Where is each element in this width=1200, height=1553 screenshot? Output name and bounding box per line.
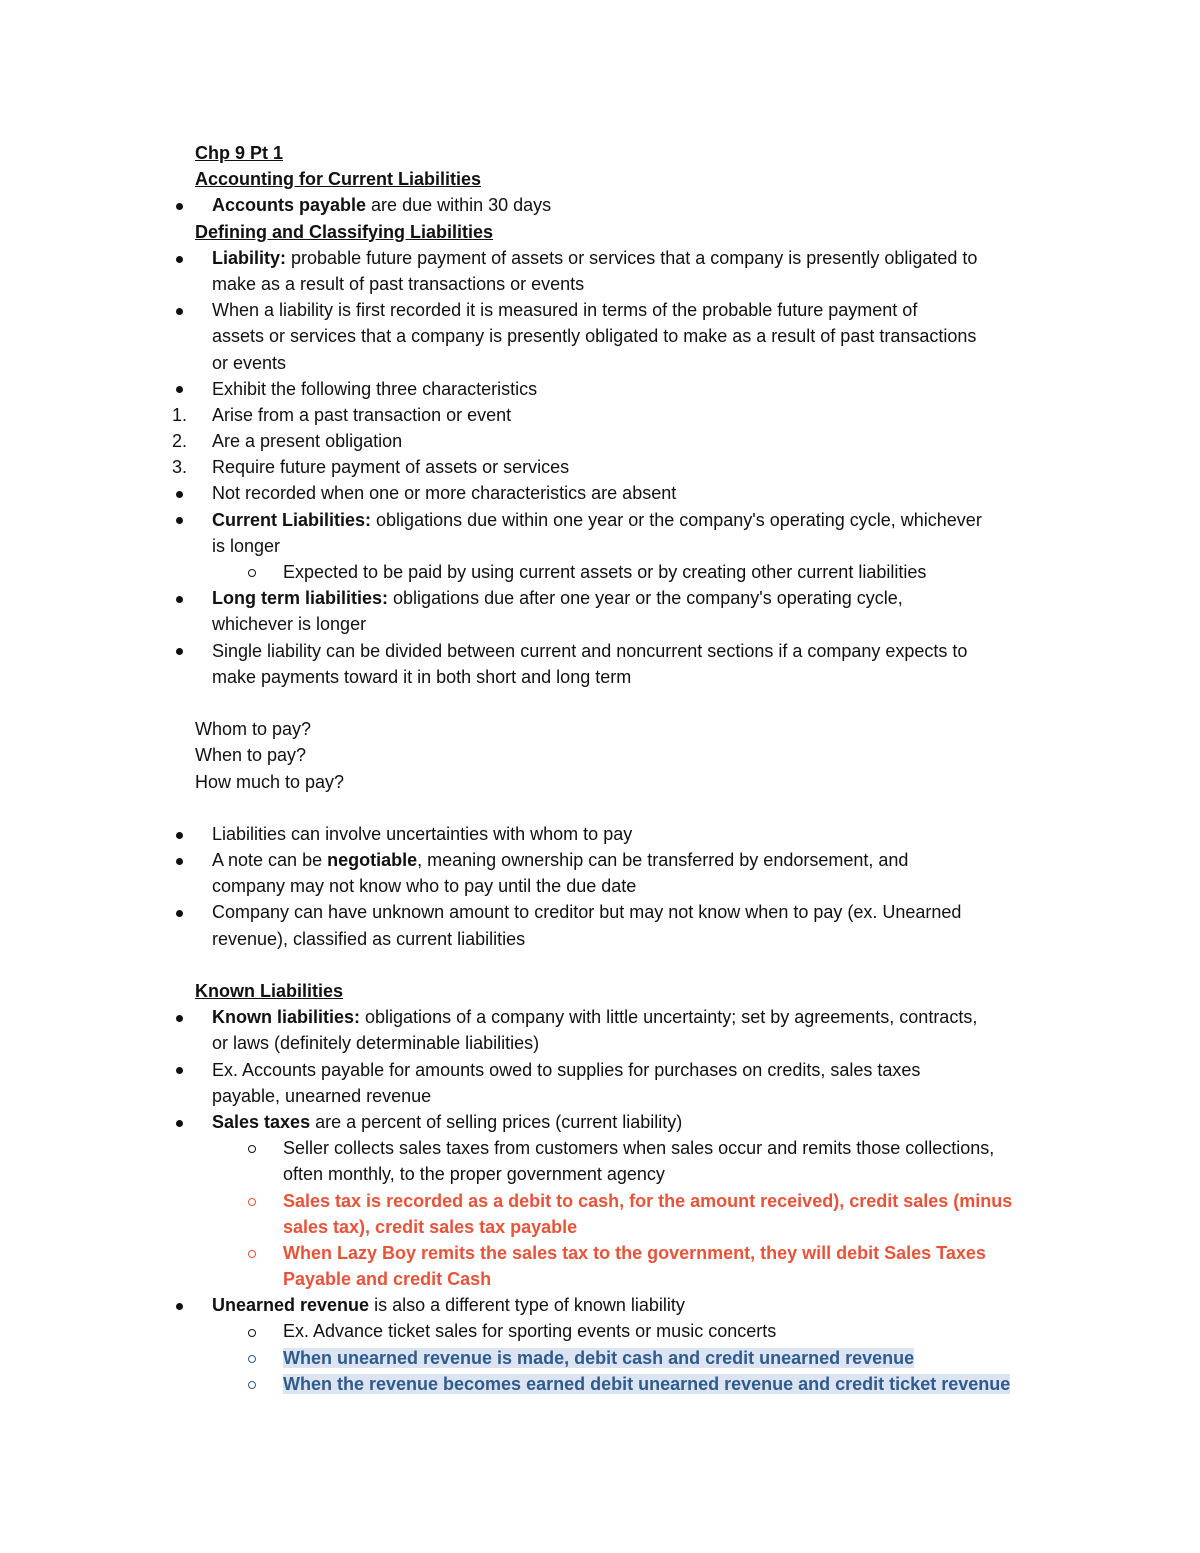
- question-line: Whom to pay?: [195, 719, 312, 740]
- blank-line: [0, 795, 1200, 821]
- highlighted-text: When unearned revenue is made, debit cash and credit unearned revenue: [283, 1347, 915, 1368]
- sub-list-item-red-continuation: sales tax), credit sales tax payable: [283, 1216, 578, 1237]
- blank-line: [0, 690, 1200, 716]
- sub-list-item-red: Sales tax is recorded as a debit to cash, for the amount received), credit sales (minus: [0, 1188, 1200, 1214]
- bullet-icon: [172, 297, 186, 323]
- list-item: Current Liabilities: obligations due within one year or the company's operating cycle, whichever: [0, 507, 1200, 533]
- bullet-icon: [172, 1292, 186, 1318]
- circle-bullet-icon: [245, 1135, 259, 1161]
- circle-bullet-icon: [245, 1240, 259, 1266]
- numbered-item: 3. Require future payment of assets or services: [0, 454, 1200, 480]
- bullet-icon: [172, 585, 186, 611]
- document-body: [0, 140, 1200, 1397]
- bullet-icon: [172, 1057, 186, 1083]
- list-item-continuation: assets or services that a company is presently obligated to make as a result of past transactions: [212, 326, 977, 347]
- list-item: Sales taxes are a percent of selling prices (current liability): [0, 1109, 1200, 1135]
- list-item: Liabilities can involve uncertainties with whom to pay: [0, 821, 1200, 847]
- list-item: Liability: probable future payment of assets or services that a company is presently obligated to: [0, 245, 1200, 271]
- circle-bullet-icon: [245, 1345, 259, 1371]
- sub-list-item-red: When Lazy Boy remits the sales tax to the government, they will debit Sales Taxes: [0, 1240, 1200, 1266]
- list-item-continuation: make as a result of past transactions or events: [212, 273, 585, 294]
- question-line: When to pay?: [195, 745, 307, 766]
- circle-bullet-icon: [245, 559, 259, 585]
- bullet-icon: [172, 899, 186, 925]
- bullet-icon: [172, 192, 186, 218]
- list-item-continuation: revenue), classified as current liabilities: [212, 928, 526, 949]
- numbered-item: 2. Are a present obligation: [0, 428, 1200, 454]
- list-item: Ex. Accounts payable for amounts owed to supplies for purchases on credits, sales taxes: [0, 1057, 1200, 1083]
- bullet-icon: [172, 1004, 186, 1030]
- bullet-icon: [172, 376, 186, 402]
- sub-list-item-blue: [0, 1371, 1200, 1397]
- blank-line: [0, 952, 1200, 978]
- list-item: Single liability can be divided between current and noncurrent sections if a company expects to: [0, 638, 1200, 664]
- list-item-continuation: make payments toward it in both short and long term: [212, 666, 632, 687]
- list-item-continuation: payable, unearned revenue: [212, 1085, 432, 1106]
- bullet-icon: [172, 821, 186, 847]
- section-heading-current-liabilities: Accounting for Current Liabilities: [195, 169, 482, 190]
- list-item: Not recorded when one or more characteristics are absent: [0, 480, 1200, 506]
- sub-list-item-red-continuation: Payable and credit Cash: [283, 1269, 492, 1290]
- sub-list-item: Seller collects sales taxes from customers when sales occur and remits those collections,: [0, 1135, 1200, 1161]
- circle-bullet-icon: [245, 1318, 259, 1344]
- list-item-continuation: company may not know who to pay until the due date: [212, 876, 637, 897]
- list-number: 3.: [172, 457, 188, 478]
- list-item-continuation: whichever is longer: [212, 614, 367, 635]
- bullet-icon: [172, 507, 186, 533]
- list-item: When a liability is first recorded it is measured in terms of the probable future payment of: [0, 297, 1200, 323]
- doc-title: Chp 9 Pt 1: [195, 143, 284, 163]
- list-item-continuation: is longer: [212, 535, 281, 556]
- sub-list-item-continuation: often monthly, to the proper government agency: [283, 1164, 665, 1185]
- question-line: How much to pay?: [195, 771, 345, 792]
- sub-list-item-blue: [0, 1345, 1200, 1371]
- bullet-icon: [172, 1109, 186, 1135]
- sub-list-item: Expected to be paid by using current assets or by creating other current liabilities: [0, 559, 1200, 585]
- circle-bullet-icon: [245, 1188, 259, 1214]
- bullet-icon: [172, 480, 186, 506]
- list-item: Long term liabilities: obligations due after one year or the company's operating cycle,: [0, 585, 1200, 611]
- list-item: A note can be negotiable, meaning ownership can be transferred by endorsement, and: [0, 847, 1200, 873]
- bullet-icon: [172, 847, 186, 873]
- list-item: Exhibit the following three characteristics: [0, 376, 1200, 402]
- list-item-continuation: or laws (definitely determinable liabilities): [212, 1033, 540, 1054]
- circle-bullet-icon: [245, 1371, 259, 1397]
- section-heading-known-liabilities: Known Liabilities: [195, 981, 344, 1001]
- sub-list-item: Ex. Advance ticket sales for sporting events or music concerts: [0, 1318, 1200, 1344]
- bullet-icon: [172, 638, 186, 664]
- bullet-icon: [172, 245, 186, 271]
- list-item: Accounts payable are due within 30 days: [0, 192, 1200, 218]
- list-item: Unearned revenue is also a different type of known liability: [0, 1292, 1200, 1318]
- list-item: Company can have unknown amount to creditor but may not know when to pay (ex. Unearned: [0, 899, 1200, 925]
- highlighted-text: When the revenue becomes earned debit unearned revenue and credit ticket revenue: [283, 1373, 1011, 1394]
- list-item: Known liabilities: obligations of a company with little uncertainty; set by agreements, contracts,: [0, 1004, 1200, 1030]
- list-number: 2.: [172, 431, 188, 452]
- numbered-item: 1. Arise from a past transaction or event: [0, 402, 1200, 428]
- list-item-continuation: or events: [212, 352, 287, 373]
- list-number: 1.: [172, 404, 188, 425]
- section-heading-defining: Defining and Classifying Liabilities: [195, 221, 494, 242]
